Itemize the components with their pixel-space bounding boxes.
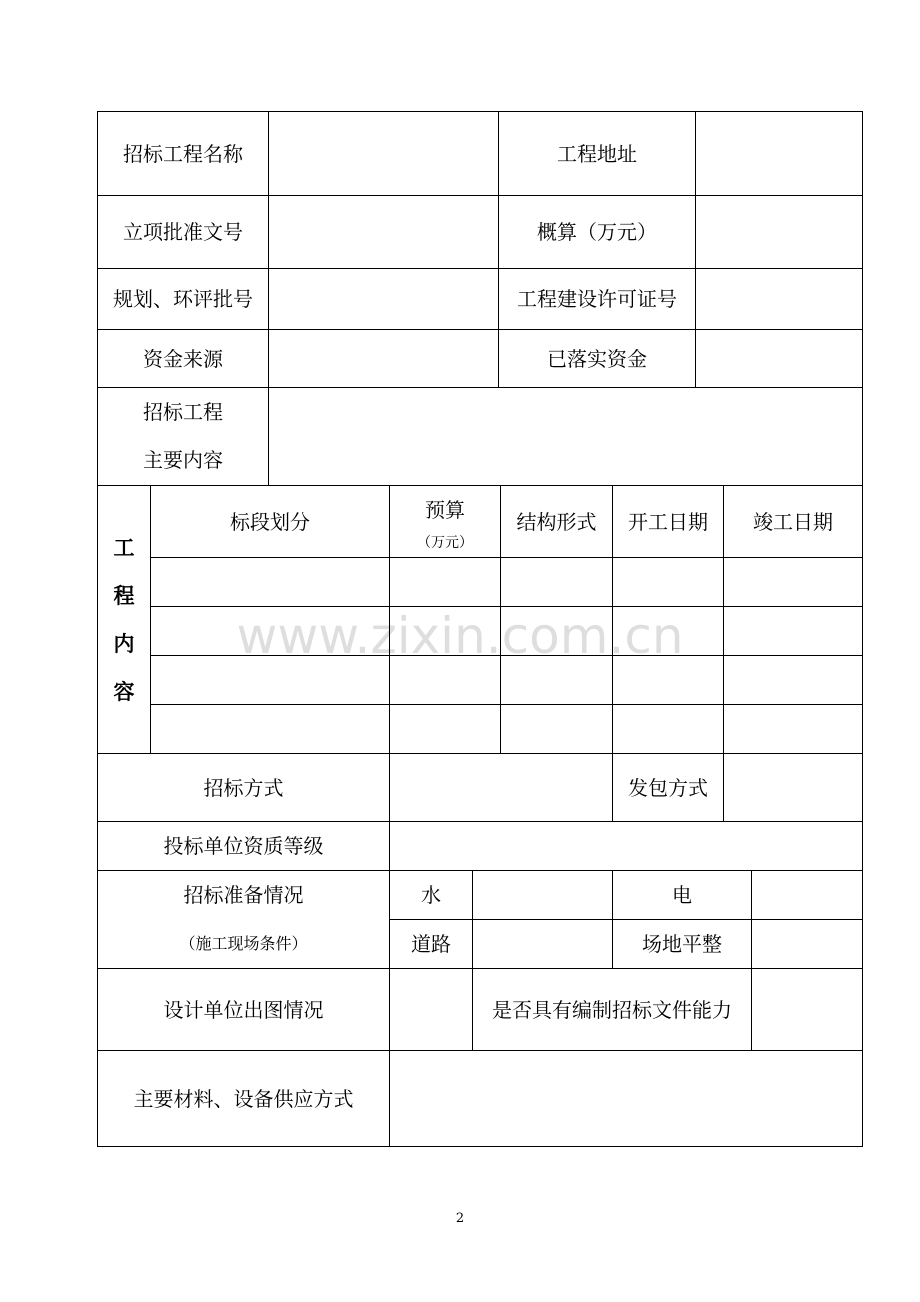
project-name-label: 招标工程名称 (123, 141, 243, 166)
start-date-header: 开工日期 (628, 509, 708, 534)
row-line (97, 387, 863, 388)
project-content-char: 容 (113, 680, 135, 704)
budget-header: 预算 (425, 498, 465, 522)
project-content-label (98, 486, 150, 754)
col-line (751, 870, 752, 1051)
bid-doc-ability-label: 是否具有编制招标文件能力 (492, 997, 732, 1022)
preparation-label: 招标准备情况 (183, 883, 304, 907)
main-content-label-line1: 招标工程 (143, 400, 223, 424)
col-line (389, 485, 390, 1147)
electricity-label: 电 (672, 883, 692, 907)
bidder-qualification-label: 投标单位资质等级 (163, 834, 324, 858)
water-label: 水 (421, 883, 441, 907)
row-line (150, 557, 863, 558)
bidding-method-label: 招标方式 (203, 775, 284, 800)
project-content-char: 工 (113, 536, 135, 560)
completion-date-header: 竣工日期 (753, 509, 833, 534)
estimate-label: 概算（万元） (537, 220, 657, 244)
contract-method-label: 发包方式 (628, 775, 708, 800)
structure-header: 结构形式 (516, 509, 597, 534)
main-content-label-line2: 主要内容 (143, 448, 223, 472)
approval-doc-label: 立项批准文号 (123, 220, 243, 244)
watermark: www.zixin.com.cn (236, 607, 684, 665)
project-content-char: 内 (113, 632, 135, 656)
site-conditions-label: （施工现场条件） (179, 934, 308, 953)
permit-label: 工程建设许可证号 (517, 287, 677, 311)
row-line (150, 704, 863, 705)
fund-source-label: 资金来源 (143, 346, 223, 371)
col-line (268, 111, 269, 486)
site-leveling-label: 场地平整 (642, 932, 722, 956)
project-address-label: 工程地址 (557, 141, 637, 166)
page-number: 2 (455, 1210, 465, 1226)
table-border (862, 111, 863, 1147)
table-border (97, 1146, 863, 1147)
project-content-char: 程 (113, 584, 135, 608)
col-line (695, 111, 696, 388)
road-label: 道路 (411, 932, 451, 956)
material-supply-label: 主要材料、设备供应方式 (133, 1086, 354, 1111)
budget-unit: （万元） (417, 535, 473, 551)
section-division-header: 标段划分 (230, 509, 310, 534)
design-drawing-label: 设计单位出图情况 (163, 997, 324, 1022)
fund-secured-label: 已落实资金 (547, 346, 647, 371)
planning-label: 规划、环评批号 (113, 287, 253, 311)
